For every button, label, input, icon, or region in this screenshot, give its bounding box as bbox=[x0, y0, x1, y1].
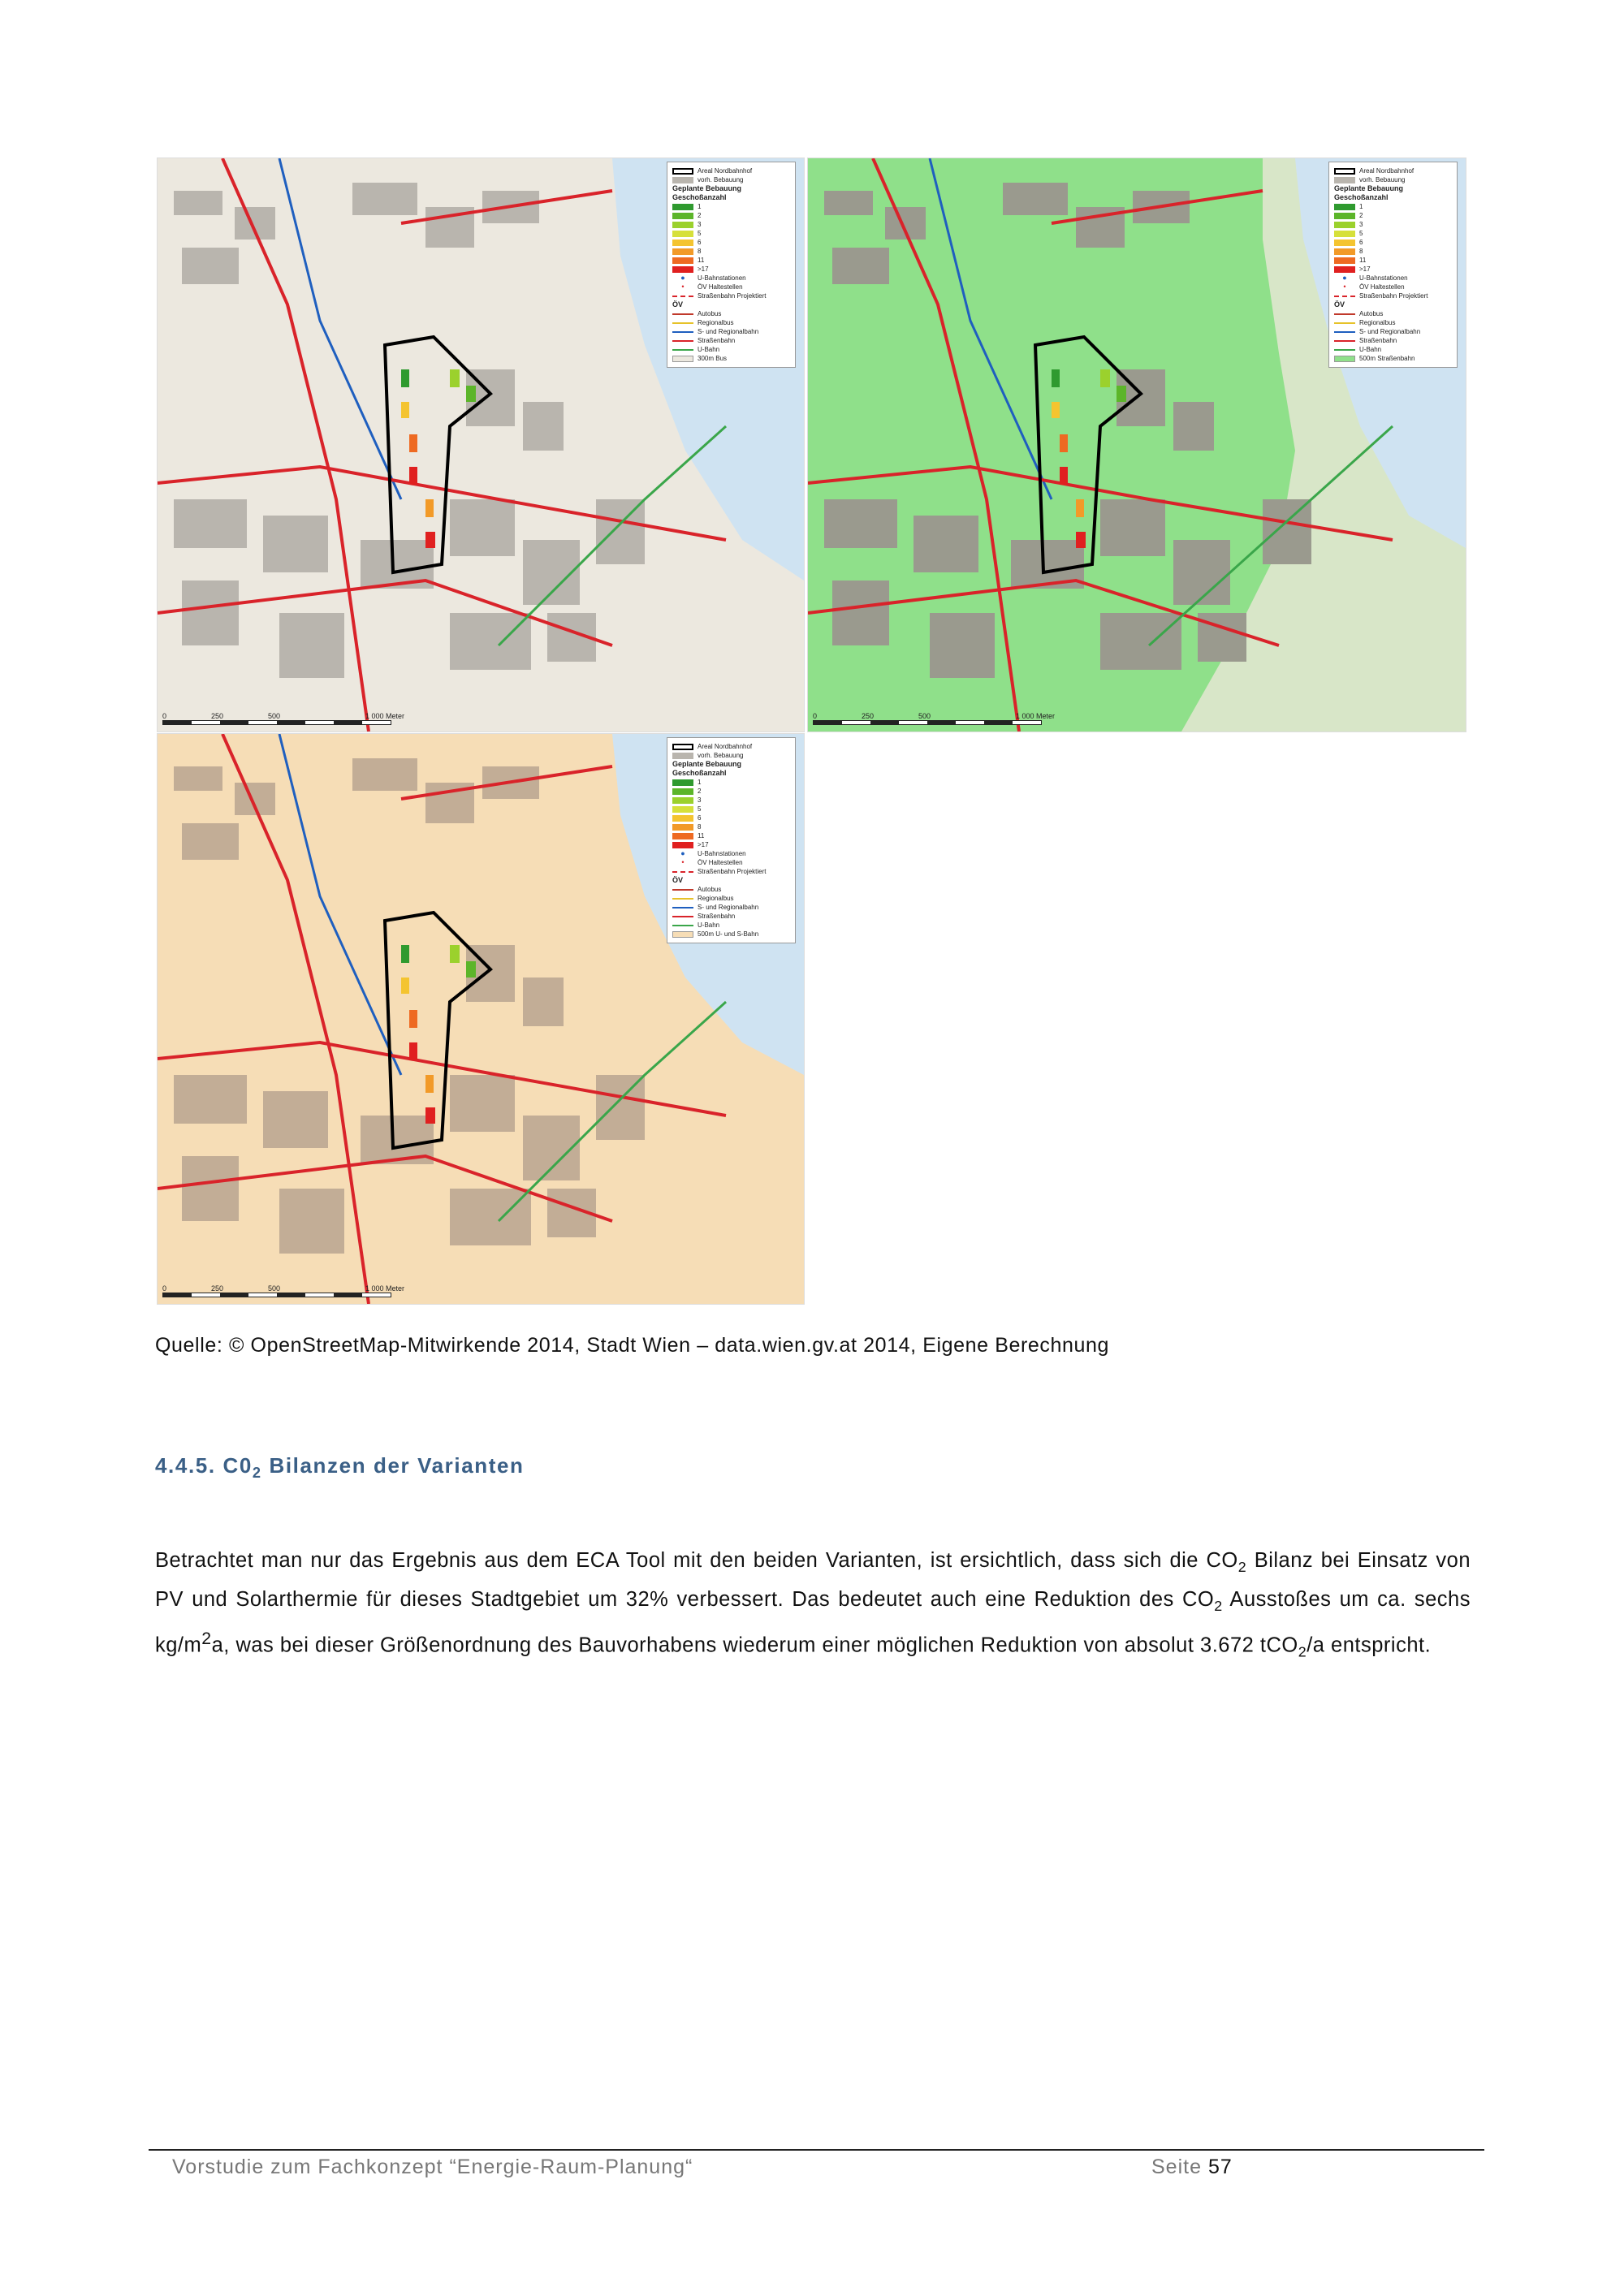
floor-swatch bbox=[672, 257, 693, 264]
floor-swatch bbox=[1334, 266, 1355, 273]
floor-label: 5 bbox=[1359, 230, 1363, 237]
floor-swatches bbox=[672, 202, 790, 274]
floor-swatch bbox=[672, 842, 693, 848]
floor-legend-item bbox=[1334, 229, 1452, 238]
floor-legend-item bbox=[672, 831, 790, 840]
floor-legend-item bbox=[672, 220, 790, 229]
scale-bar: 0 250 500 1 000 Meter bbox=[162, 712, 422, 725]
floor-legend-item bbox=[672, 822, 790, 831]
figure-source: Quelle: © OpenStreetMap-Mitwirkende 2014, Stadt Wien – data.wien.gv.at 2014, Eigene Berechnung bbox=[155, 1334, 1110, 1357]
floor-label: 5 bbox=[698, 805, 702, 813]
floor-swatch bbox=[1334, 222, 1355, 228]
floor-label: 11 bbox=[698, 257, 705, 264]
floor-swatch bbox=[1334, 240, 1355, 246]
floor-legend-item bbox=[672, 778, 790, 787]
floor-swatch bbox=[672, 779, 693, 786]
floor-label: 2 bbox=[698, 212, 702, 219]
floor-label: 6 bbox=[698, 814, 702, 822]
floor-legend-item bbox=[672, 256, 790, 265]
floor-swatch bbox=[1334, 204, 1355, 210]
floor-legend-item bbox=[672, 805, 790, 814]
floor-legend-item bbox=[672, 229, 790, 238]
floor-legend-item bbox=[1334, 265, 1452, 274]
footer-title: Vorstudie zum Fachkonzept “Energie-Raum-Planung“ bbox=[172, 2156, 693, 2178]
map-legend: Areal Nordbahnhof vorh. Bebauung Geplante Bebauung Geschoßanzahl 1 2 3 5 6 8 11 >17 ● U-Bahnstationen • ÖV Haltestellen Straßenbahn Projektiert ÖV Autobus Regionalbus S- und Regionalbahn Straßenbahn U-Bahn 500m Straßenbahn bbox=[1328, 162, 1458, 368]
floor-label: 5 bbox=[698, 230, 702, 237]
floor-legend-item bbox=[1334, 220, 1452, 229]
floor-legend-item bbox=[672, 202, 790, 211]
floor-label: 11 bbox=[698, 832, 705, 839]
floor-legend-item bbox=[672, 787, 790, 796]
floor-label: 1 bbox=[698, 203, 702, 210]
floor-legend-item bbox=[672, 796, 790, 805]
floor-legend-item bbox=[672, 238, 790, 247]
floor-swatch bbox=[672, 797, 693, 804]
page-number: Seite 57 bbox=[1151, 2156, 1233, 2178]
floor-legend-item bbox=[672, 211, 790, 220]
floor-swatch bbox=[672, 231, 693, 237]
map-variant-rail bbox=[157, 733, 805, 1305]
floor-label: 2 bbox=[1359, 212, 1363, 219]
floor-label: 1 bbox=[698, 779, 702, 786]
floor-swatch bbox=[672, 240, 693, 246]
floor-label: 3 bbox=[1359, 221, 1363, 228]
floor-label: 6 bbox=[1359, 239, 1363, 246]
floor-legend-item bbox=[672, 814, 790, 822]
floor-label: 8 bbox=[698, 823, 702, 831]
floor-swatch bbox=[1334, 248, 1355, 255]
floor-label: 8 bbox=[1359, 248, 1363, 255]
floor-swatch bbox=[672, 833, 693, 839]
floor-swatch bbox=[672, 222, 693, 228]
floor-label: 3 bbox=[698, 221, 702, 228]
body-paragraph: Betrachtet man nur das Ergebnis aus dem ECA Tool mit den beiden Varianten, ist ersichtlich, dass sich die $CO_2$ Bilanz bei Einsatz von PV und Solarthermie für dieses Stadtgebiet um 32% verbessert. Das bedeutet auch eine Reduktion des $CO_2$ Ausstoßes um ca. sechs $kg/m^2a$, was bei dieser Größenordnung des Bauvorhabens wiederum einer möglichen Reduktion von absolut 3.672 tCO$_2$/a entspricht. bbox=[155, 1549, 1471, 1660]
map-variant-tram bbox=[807, 158, 1466, 732]
floor-legend-item bbox=[1334, 211, 1452, 220]
floor-swatch bbox=[1334, 257, 1355, 264]
floor-legend-item bbox=[1334, 202, 1452, 211]
floor-swatches bbox=[1334, 202, 1452, 274]
floor-label: 11 bbox=[1359, 257, 1367, 264]
floor-swatch bbox=[672, 824, 693, 831]
footer-rule bbox=[149, 2149, 1484, 2151]
floor-legend-item bbox=[1334, 256, 1452, 265]
floor-swatch bbox=[672, 204, 693, 210]
scale-bar: 0 250 500 1 000 Meter bbox=[162, 1284, 422, 1297]
floor-swatch bbox=[672, 248, 693, 255]
map-legend: Areal Nordbahnhof vorh. Bebauung Geplante Bebauung Geschoßanzahl 1 2 3 5 6 8 11 >17 ● U-Bahnstationen • ÖV Haltestellen Straßenbahn Projektiert ÖV Autobus Regionalbus S- und Regionalbahn Straßenbahn U-Bahn 300m Bus bbox=[667, 162, 796, 368]
floor-swatch bbox=[1334, 231, 1355, 237]
floor-legend-item bbox=[672, 840, 790, 849]
floor-swatch bbox=[672, 815, 693, 822]
floor-legend-item bbox=[672, 265, 790, 274]
map-variant-bus bbox=[157, 158, 805, 732]
floor-label: >17 bbox=[698, 841, 709, 848]
map-legend: Areal Nordbahnhof vorh. Bebauung Geplante Bebauung Geschoßanzahl 1 2 3 5 6 8 11 >17 ● U-Bahnstationen • ÖV Haltestellen Straßenbahn Projektiert ÖV Autobus Regionalbus S- und Regionalbahn Straßenbahn U-Bahn 500m U- und S-Bahn bbox=[667, 737, 796, 943]
floor-legend-item bbox=[1334, 247, 1452, 256]
floor-label: 6 bbox=[698, 239, 702, 246]
section-heading: 4.4.5. $C0_2$ Bilanzen der Varianten bbox=[155, 1453, 525, 1482]
floor-swatch bbox=[1334, 213, 1355, 219]
floor-swatches bbox=[672, 778, 790, 849]
floor-label: 1 bbox=[1359, 203, 1363, 210]
floor-label: 8 bbox=[698, 248, 702, 255]
floor-swatch bbox=[672, 266, 693, 273]
floor-swatch bbox=[672, 788, 693, 795]
floor-label: >17 bbox=[1359, 265, 1371, 273]
floor-label: 3 bbox=[698, 796, 702, 804]
floor-label: >17 bbox=[698, 265, 709, 273]
floor-legend-item bbox=[1334, 238, 1452, 247]
floor-legend-item bbox=[672, 247, 790, 256]
scale-bar: 0 250 500 1 000 Meter bbox=[813, 712, 1073, 725]
floor-swatch bbox=[672, 806, 693, 813]
floor-swatch bbox=[672, 213, 693, 219]
floor-label: 2 bbox=[698, 788, 702, 795]
